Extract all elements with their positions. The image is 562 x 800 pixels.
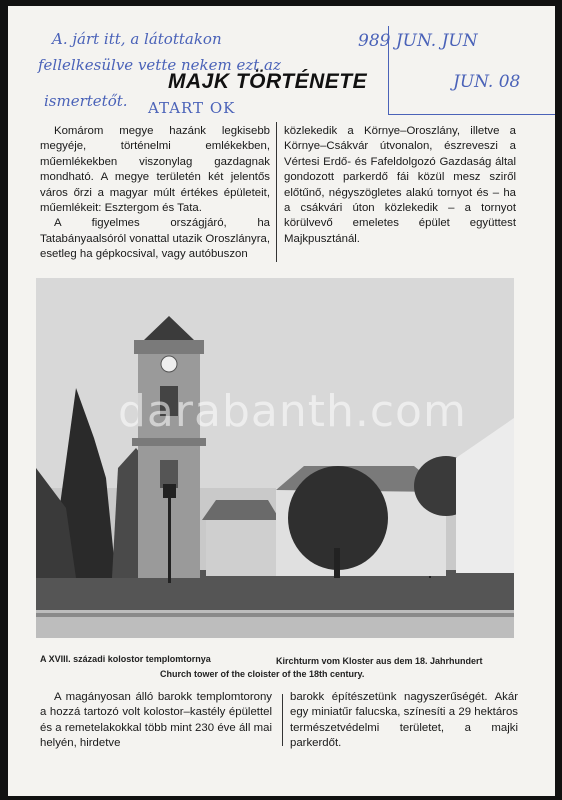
church-tower-photo	[36, 278, 514, 638]
intro-paragraph-3: közlekedik a Környe–Oroszlány, illetve a Környe–Csákvár útvonalon, észreveszi a Vértesi Erdő- és Fafeldolgozó Gazdaság által gondozott parkerdő fái közül mesz sziről előtűnő, négyszögletes alakú tornyot és – ha a csákvári úton közlekedik – a tornyot körülvevő emeletes épület együttest Majkpusztánál.	[284, 125, 516, 245]
handwritten-note-line3: ismertetőt.	[44, 92, 128, 110]
body-right-column	[290, 690, 518, 752]
handwritten-note-line2: fellelkesülve vette nekem ezt az	[38, 56, 281, 74]
column-divider	[276, 122, 277, 262]
intro-left-column	[40, 124, 270, 263]
caption-german: Kirchturm vom Kloster aus dem 18. Jahrhundert	[276, 656, 483, 666]
handwritten-note-extra: ATART OK	[148, 99, 236, 117]
intro-right-column	[284, 124, 516, 247]
body-left-column	[40, 690, 272, 752]
page-title: MAJK TÖRTÉNETE	[168, 70, 368, 93]
handwritten-date-1: 989 JUN. JUN	[358, 31, 478, 51]
brochure-page	[8, 6, 555, 796]
body-paragraph-left: A magányosan álló barokk templomtorony a hozzá tartozó volt kolostor–kastély épülettel és a remetelakokkal több mint 230 éve áll mai helyén, hirdetve	[40, 691, 272, 750]
caption-english: Church tower of the cloister of the 18th century.	[160, 669, 365, 679]
caption-hungarian: A XVIII. századi kolostor templomtornya	[40, 654, 211, 664]
handwritten-note-line1: A. járt itt, a látottakon	[52, 30, 222, 48]
watermark: darabanth.com	[118, 386, 467, 437]
intro-paragraph-1: Komárom megye hazánk legkisebb megyéje, történelmi emlékekben, műemlékekben viszonylag gazdagnak mondható. A megye területén két jelentős város őrzi a magyar múlt értékes épületeit, műemlékeit: Esztergom és Tata.	[40, 125, 270, 215]
column-divider-2	[282, 694, 283, 746]
body-paragraph-right: barokk építészetünk nagyszerűségét. Akár egy miniatűr falucska, színesíti a 29 hektáros természetvédelmi területet, a majki parkerdőt.	[290, 691, 518, 750]
intro-paragraph-2: A figyelmes országjáró, ha Tatabányaalsóról vonattal utazik Oroszlányra, esetleg ha gépkocsival, vagy autóbuszon	[40, 217, 270, 261]
handwritten-date-2: JUN. 08	[453, 72, 521, 92]
